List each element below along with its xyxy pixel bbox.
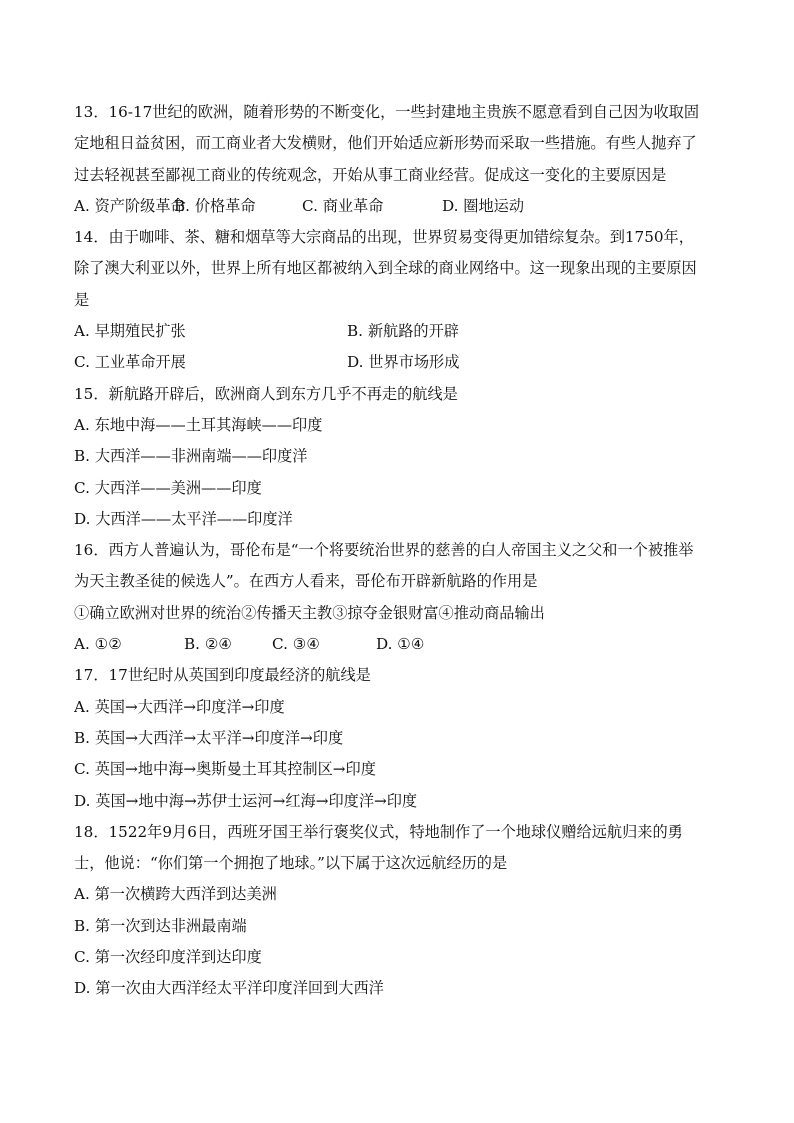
question-text: 18．1522年9月6日，西班牙国王举行褒奖仪式，特地制作了一个地球仪赠给远航归来的勇	[74, 822, 683, 841]
question-text: 14．由于咖啡、茶、糖和烟草等大宗商品的出现，世界贸易变得更加错综复杂。到1750年，	[74, 228, 694, 247]
option-d[interactable]: D. 第一次由大西洋经太平洋印度洋回到大西洋	[74, 979, 384, 998]
option-c[interactable]: C. ③④	[272, 635, 320, 654]
question-text: 13．16-17世纪的欧洲，随着形势的不断变化，一些封建地主贵族不愿意看到自己因为收取固	[74, 103, 700, 121]
option-a[interactable]: A. 早期殖民扩张	[74, 322, 186, 341]
option-a[interactable]: A. 东地中海——土耳其海峡——印度	[74, 415, 323, 434]
exam-page	[74, 97, 724, 1005]
question-text: 除了澳大利亚以外，世界上所有地区都被纳入到全球的商业网络中。这一现象出现的主要原因	[74, 259, 697, 278]
option-b[interactable]: B. 新航路的开辟	[347, 322, 459, 341]
options-row	[74, 629, 724, 660]
option-d[interactable]: D. 大西洋——太平洋——印度洋	[74, 509, 293, 528]
option-d[interactable]: D. 英国→地中海→苏伊士运河→红海→印度洋→印度	[74, 791, 418, 810]
option-d[interactable]: D. ①④	[376, 635, 425, 654]
option-c[interactable]: C. 工业革命开展	[74, 353, 186, 372]
question-14	[74, 222, 724, 378]
option-b[interactable]: B. 第一次到达非洲最南端	[74, 916, 247, 935]
option-d[interactable]: D. 世界市场形成	[347, 353, 460, 372]
option-a[interactable]: A. 英国→大西洋→印度洋→印度	[74, 697, 285, 716]
option-a[interactable]: A. ①②	[74, 635, 122, 654]
question-13	[74, 97, 724, 222]
question-text: 17．17世纪时从英国到印度最经济的航线是	[74, 666, 371, 685]
option-d[interactable]: D. 圈地运动	[442, 196, 525, 215]
question-text: 过去轻视甚至鄙视工商业的传统观念，开始从事工商业经营。促成这一变化的主要原因是	[74, 165, 667, 184]
question-text: 士，他说：“你们第一个拥抱了地球。”以下属于这次远航经历的是	[74, 854, 508, 873]
question-text: 为天主教圣徒的候选人”。在西方人看来，哥伦布开辟新航路的作用是	[74, 572, 538, 591]
option-c[interactable]: C. 商业革命	[302, 196, 384, 215]
options-row	[74, 347, 724, 378]
question-16	[74, 535, 724, 660]
question-text: 15．新航路开辟后，欧洲商人到东方几乎不再走的航线是	[74, 384, 458, 403]
question-15	[74, 379, 724, 535]
question-text: ①确立欧洲对世界的统治②传播天主教③掠夺金银财富④推动商品输出	[74, 603, 545, 622]
option-c[interactable]: C. 英国→地中海→奥斯曼土耳其控制区→印度	[74, 760, 376, 779]
question-text: 16．西方人普遍认为，哥伦布是“一个将要统治世界的慈善的白人帝国主义之父和一个被推举	[74, 541, 694, 560]
option-a[interactable]: A. 第一次横跨大西洋到达美洲	[74, 885, 277, 904]
option-b[interactable]: B. 英国→大西洋→太平洋→印度洋→印度	[74, 728, 344, 747]
question-text: 是	[74, 290, 90, 309]
option-b[interactable]: B. 价格革命	[174, 196, 256, 215]
options-row	[74, 191, 724, 222]
question-text: 定地租日益贫困，而工商业者大发横财，他们开始适应新形势而采取一些措施。有些人抛弃了	[74, 134, 697, 153]
question-17	[74, 660, 724, 816]
option-a[interactable]: A. 资产阶级革命	[74, 196, 186, 215]
option-b[interactable]: B. 大西洋——非洲南端——印度洋	[74, 447, 308, 466]
option-b[interactable]: B. ②④	[184, 635, 233, 654]
options-row	[74, 316, 724, 347]
option-c[interactable]: C. 第一次经印度洋到达印度	[74, 948, 262, 967]
option-c[interactable]: C. 大西洋——美洲——印度	[74, 478, 262, 497]
question-18	[74, 817, 724, 1005]
